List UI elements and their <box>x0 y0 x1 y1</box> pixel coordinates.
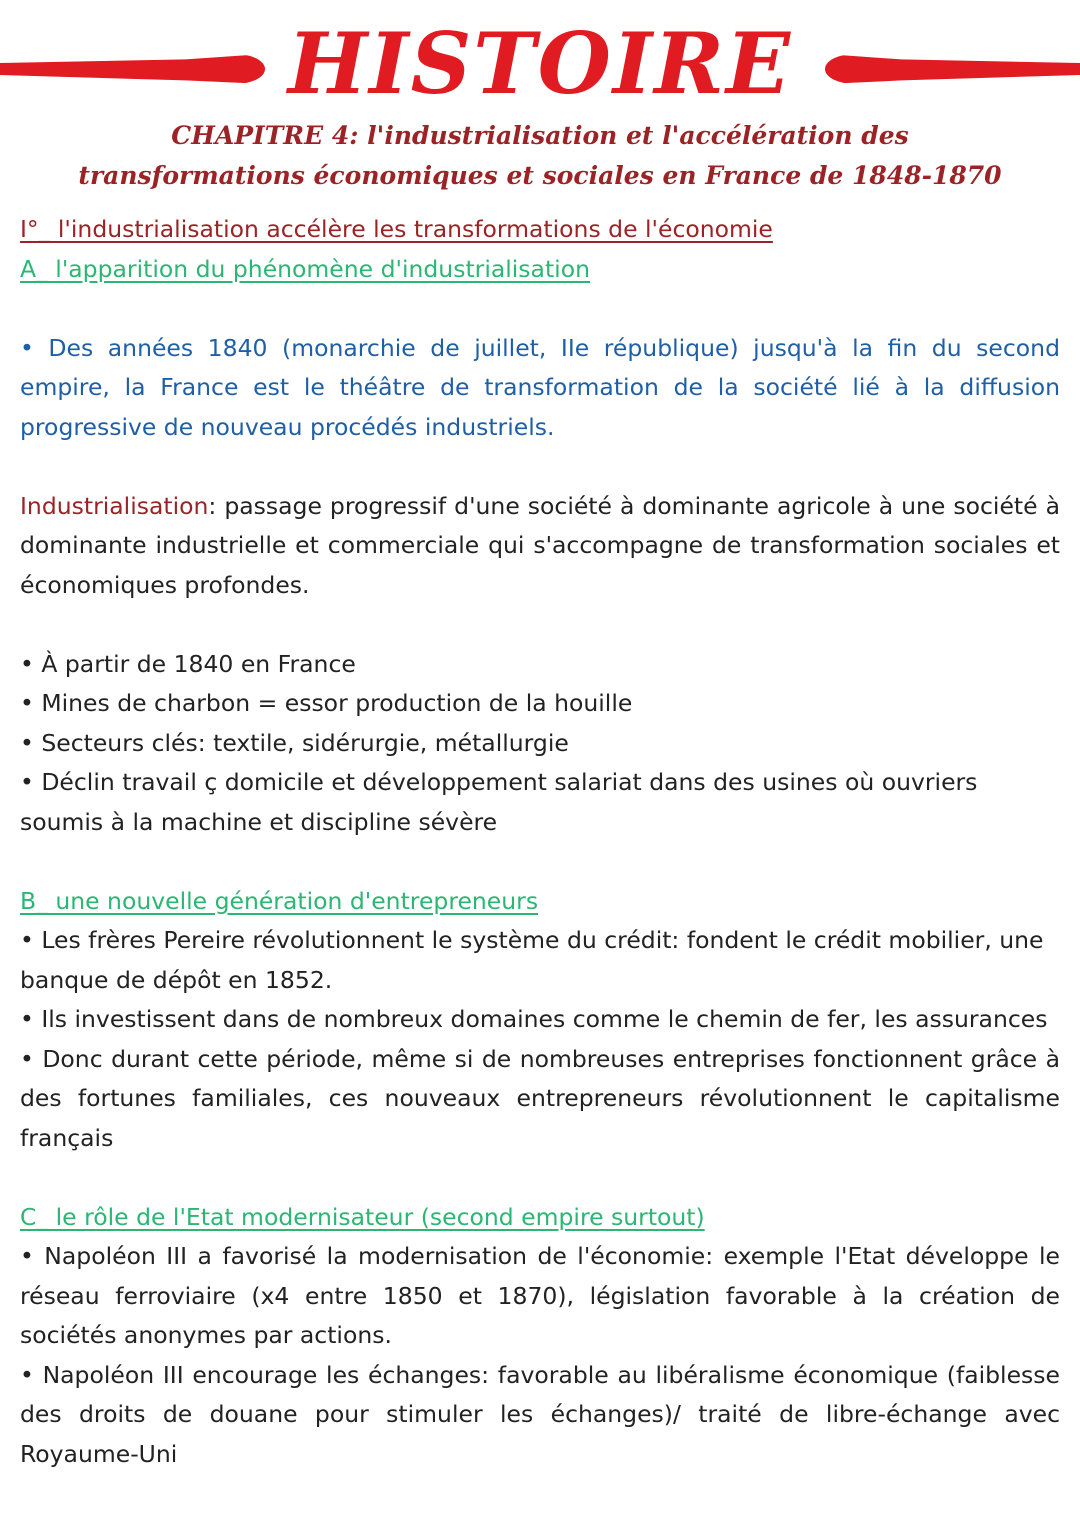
list-item: • Secteurs clés: textile, sidérurgie, métallurgie <box>20 728 569 757</box>
spacer <box>20 842 1060 882</box>
spacer <box>20 1158 1060 1198</box>
list-item: • Napoléon III encourage les échanges: favorable au libéralisme économique (faiblesse des droits de douane pour stimuler les échanges)/ traité de libre-échange avec Royaume-Uni <box>20 1360 1060 1468</box>
page-title: HISTOIRE <box>287 14 793 113</box>
spacer <box>20 605 1060 645</box>
list-item: • Les frères Pereire révolutionnent le système du crédit: fondent le crédit mobilier, une banque de dépôt en 1852. <box>20 926 1044 994</box>
document-body <box>20 210 1060 1474</box>
section-heading-1: I°_ l'industrialisation accélère les transformations de l'économie <box>20 215 773 243</box>
subsection-heading-a: A_ l'apparition du phénomène d'industrialisation <box>20 254 590 283</box>
definition-text: : passage progressif d'une société à dominante agricole à une société à dominante industrielle et commerciale qui s'accompagne de transformation sociales et économiques profondes. <box>20 491 1060 599</box>
list-item: • À partir de 1840 en France <box>20 649 356 678</box>
chapter-title-line-2: transformations économiques et sociales en France de 1848-1870 <box>78 161 1002 190</box>
subsection-heading-c: C_ le rôle de l'Etat modernisateur (second empire surtout) <box>20 1202 705 1231</box>
chapter-title-line-1: CHAPITRE 4: l'industrialisation et l'accélération des <box>171 121 909 150</box>
list-item: • Napoléon III a favorisé la modernisation de l'économie: exemple l'Etat développe le réseau ferroviaire (x4 entre 1850 et 1870), législation favorable à la création de sociétés anonymes par actions. <box>20 1242 1060 1349</box>
spacer <box>20 289 1060 329</box>
list-item: • Donc durant cette période, même si de nombreuses entreprises fonctionnent grâce à des fortunes familiales, ces nouveaux entrepreneurs révolutionnent le capitalisme français <box>20 1044 1060 1152</box>
definition-term: Industrialisation <box>20 491 209 520</box>
list-item: • Mines de charbon = essor production de la houille <box>20 689 633 717</box>
chapter-title <box>0 116 1080 196</box>
list-item: • Ils investissent dans de nombreux domaines comme le chemin de fer, les assurances <box>20 1005 1048 1033</box>
definition-paragraph <box>20 487 1060 606</box>
intro-paragraph: • Des années 1840 (monarchie de juillet, IIe république) jusqu'à la fin du second empire, la France est le théâtre de transformation de la société lié à la diffusion progressive de nouveau procédés industriels. <box>20 333 1060 441</box>
list-item: • Déclin travail ç domicile et développement salariat dans des usines où ouvriers soumis à la machine et discipline sévère <box>20 768 978 836</box>
page-header <box>0 14 1080 114</box>
spacer <box>20 447 1060 487</box>
subsection-heading-b: B_ une nouvelle génération d'entrepreneurs <box>20 886 539 915</box>
